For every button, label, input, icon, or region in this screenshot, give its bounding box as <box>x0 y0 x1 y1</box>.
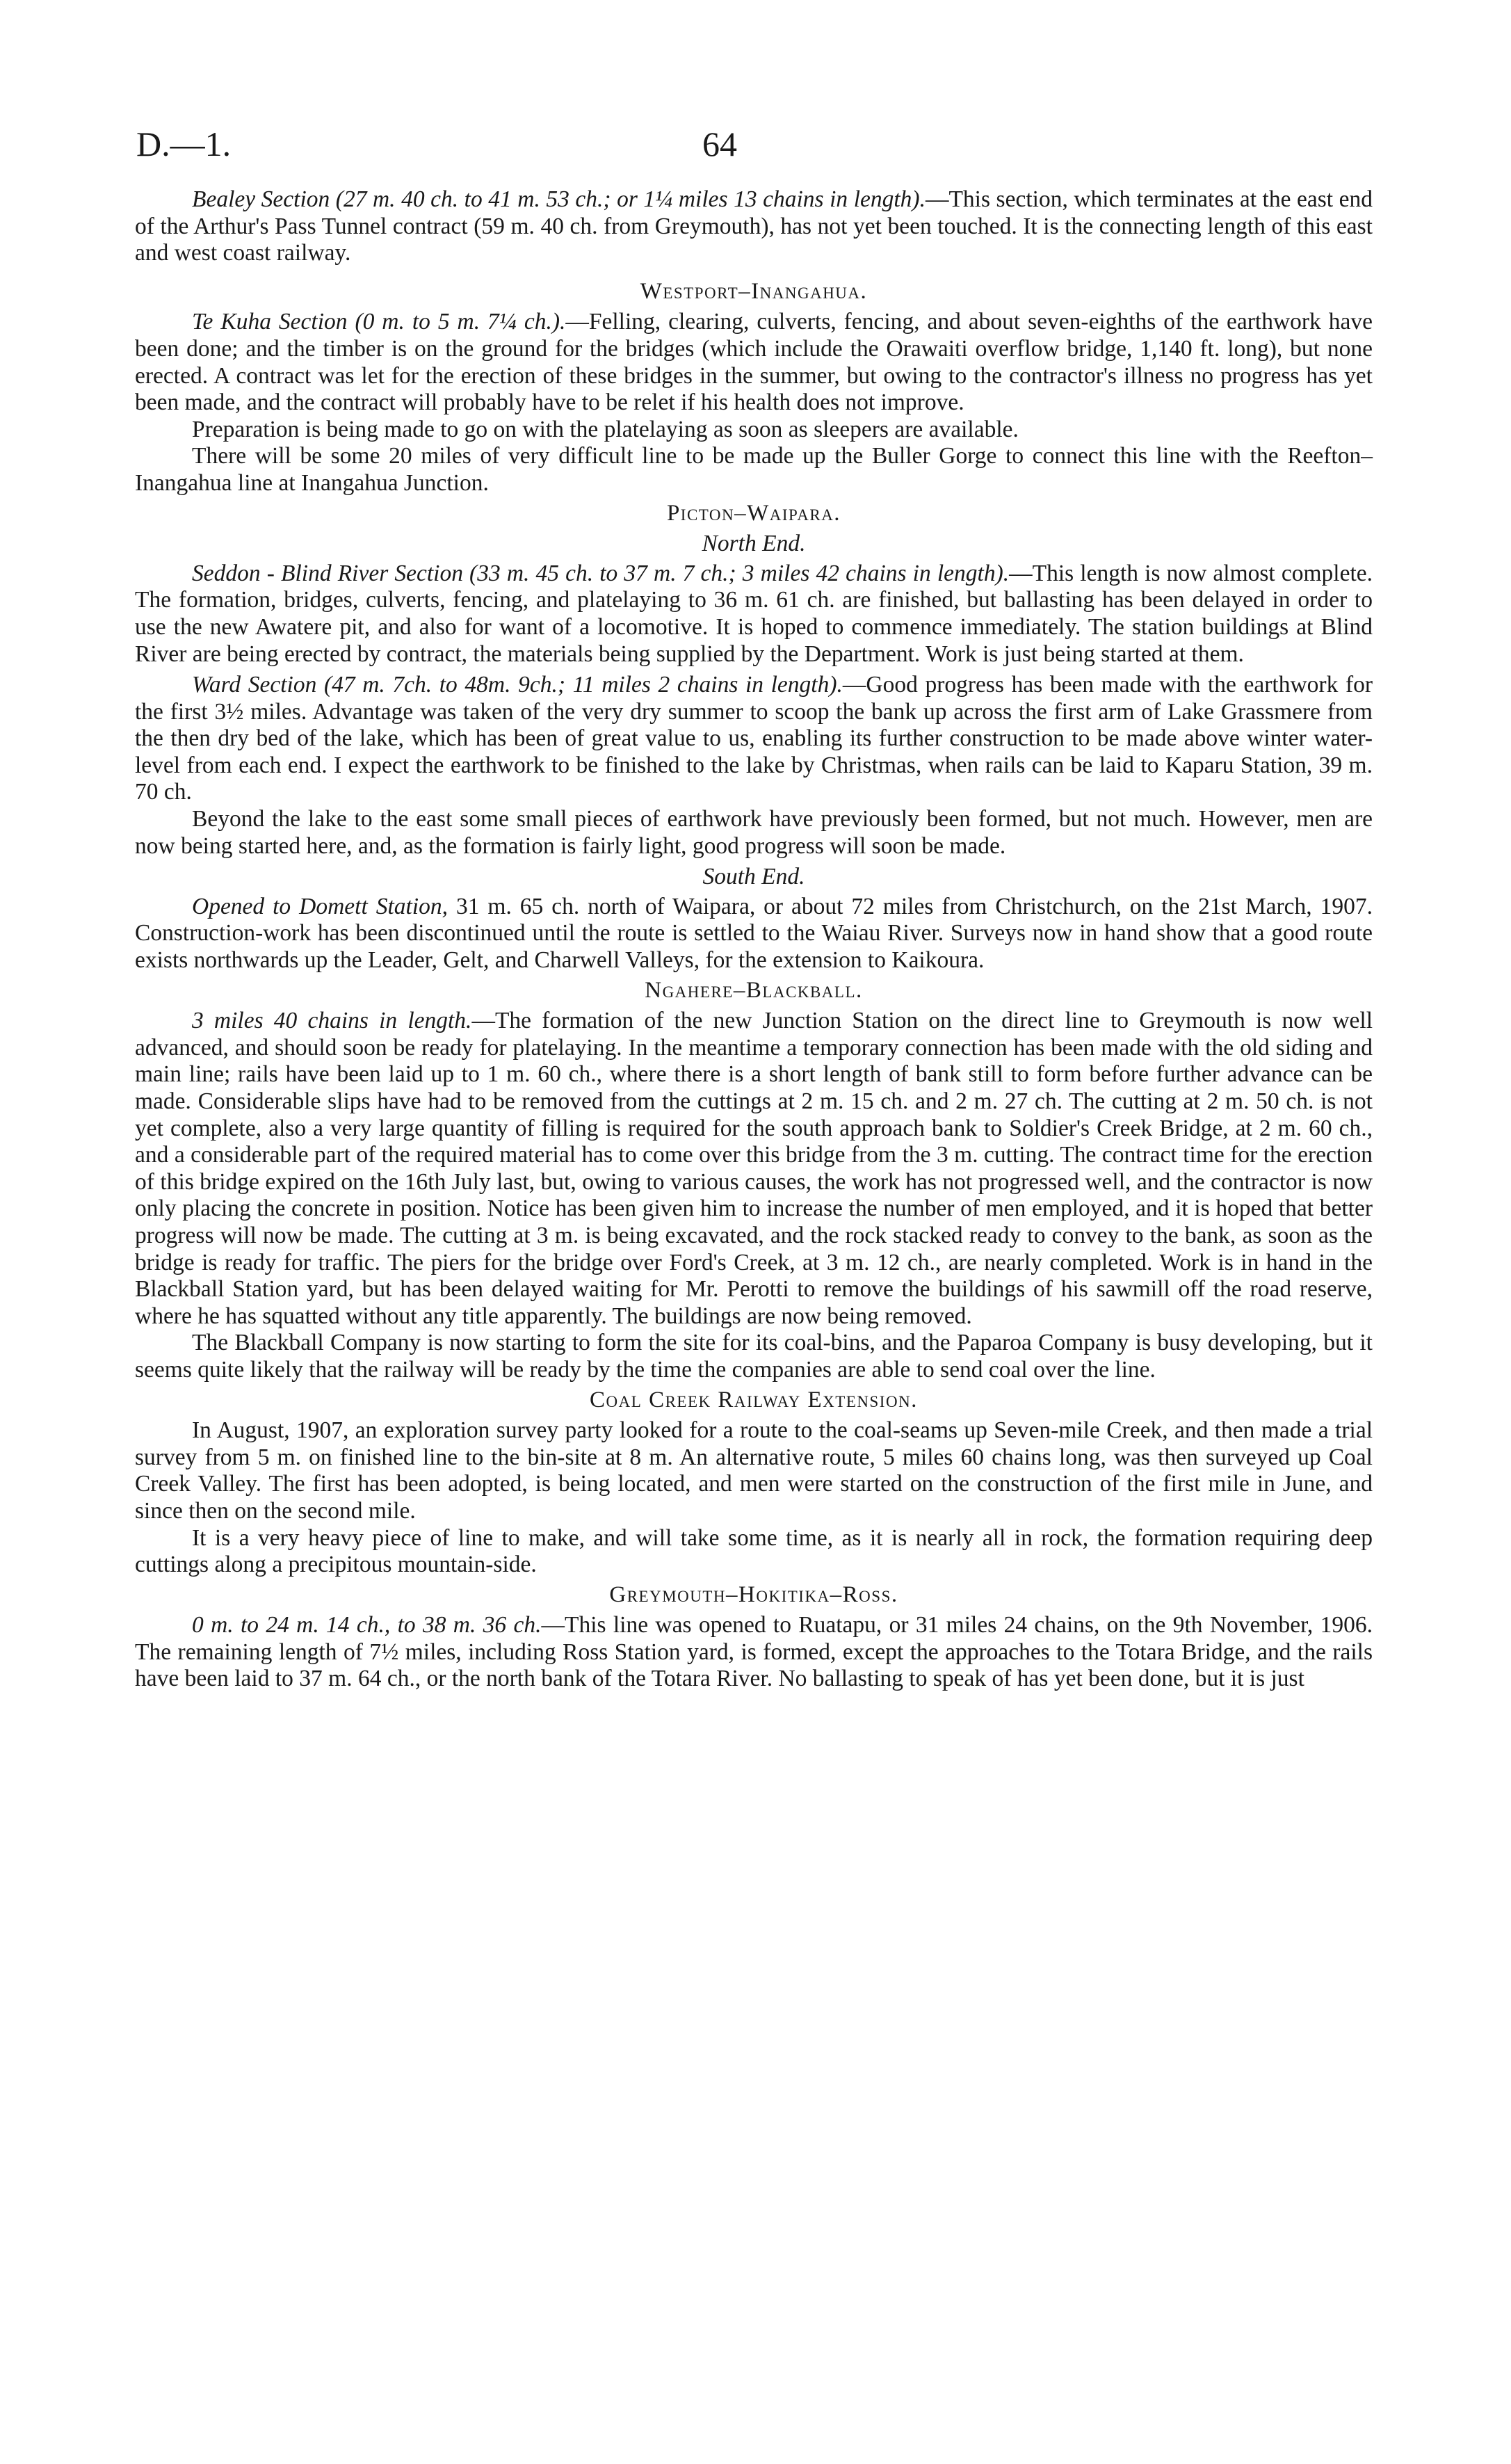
domett-paragraph <box>135 894 1373 974</box>
coal-creek-heading: Coal Creek Railway Extension. <box>590 1387 918 1412</box>
bealey-paragraph <box>135 186 1373 267</box>
te-kuha-lead: Te Kuha Section (0 m. to 5 m. 7¼ ch.). <box>192 309 566 335</box>
ward-paragraph <box>135 672 1373 806</box>
ngahere-heading: Ngahere–Blackball. <box>645 977 863 1003</box>
coal-creek-paragraph-1: In August, 1907, an exploration survey party looked for a route to the coal-seams up Seven-mile Creek, and then made a trial survey from 5 m. on finished line to the bin-site at 8 m. An alternative route, 5 miles 60 chains long, was then surveyed up Coal Creek Valley. The first has been adopted, is being located, and men were started on the construction of the first mile in June, and since then on the second mile. <box>135 1417 1373 1524</box>
page-body <box>135 186 1373 1693</box>
westport-heading: Westport–Inangahua. <box>640 278 868 304</box>
greymouth-text: —This line was opened to Ruatapu, or 31 miles 24 chains, on the 9th November, 1906. The remaining length of 7½ miles, including Ross Station yard, is formed, except the approaches to the Totara Bridge, and the rails have been laid to 37 m. 64 ch., or the north bank of the Totara River. No ballasting to speak of has yet been done, but it is just <box>135 1612 1373 1692</box>
greymouth-lead: 0 m. to 24 m. 14 ch., to 38 m. 36 ch. <box>192 1612 542 1638</box>
greymouth-paragraph <box>135 1612 1373 1693</box>
north-end-heading: North End. <box>702 531 806 557</box>
seddon-paragraph <box>135 561 1373 668</box>
te-kuha-paragraph <box>135 309 1373 416</box>
ward-text: —Good progress has been made with the earthwork for the first 3½ miles. Advantage was taken of the very dry summer to scoop the bank up across the first arm of Lake Grassmere from the then dry bed of the lake, which has been of great value to us, enabling its further construction to be made above winter water-level from each end. I expect the earthwork to be finished to the lake by Christmas, when rails can be laid to Kaparu Station, 39 m. 70 ch. <box>135 672 1373 805</box>
coal-creek-paragraph-2: It is a very heavy piece of line to make, and will take some time, as it is nearly all in rock, the formation requiring deep cuttings along a precipitous mountain-side. <box>135 1524 1373 1578</box>
domett-text: 31 m. 65 ch. north of Waipara, or about 72 miles from Christchurch, on the 21st March, 1907. Construction-work has been discontinued until the route is settled to the Waiau River. Surveys now in hand show that a good route exists northwards up the Leader, Gelt, and Charwell Valleys, for the extension to Kaikoura. <box>135 893 1373 974</box>
blackball-company-paragraph: The Blackball Company is now starting to form the site for its coal-bins, and the Paparoa Company is busy developing, but it seems quite likely that the railway will be ready by the time the companies are able to send coal over the line. <box>135 1330 1373 1383</box>
te-kuha-text: —Felling, clearing, culverts, fencing, and about seven-eighths of the earthwork have been done; and the timber is on the ground for the bridges (which include the Orawaiti overflow bridge, 1,140 ft. long), but none erected. A contract was let for the erection of these bridges in the summer, but owing to the contractor's illness no progress has yet been made, and the contract will probably have to be relet if his health does not improve. <box>135 309 1373 416</box>
westport-paragraph-2: Preparation is being made to go on with the platelaying as soon as sleepers are available. <box>192 416 1019 442</box>
ngahere-paragraph <box>135 1008 1373 1330</box>
page-header <box>0 124 1511 168</box>
picton-heading: Picton–Waipara. <box>666 500 841 526</box>
beyond-lake-paragraph: Beyond the lake to the east some small pieces of earthwork have previously been formed, but not much. However, men are now being started here, and, as the formation is fairly light, good progress will soon be made. <box>135 806 1373 859</box>
bealey-lead: Bealey Section (27 m. 40 ch. to 41 m. 53 ch.; or 1¼ miles 13 chains in length). <box>192 186 926 212</box>
document-id: D.—1. <box>136 124 232 163</box>
seddon-lead: Seddon - Blind River Section (33 m. 45 ch. to 37 m. 7 ch.; 3 miles 42 chains in length). <box>192 560 1010 586</box>
seddon-text: —This length is now almost complete. The formation, bridges, culverts, fencing, and platelaying to 36 m. 61 ch. are finished, but ballasting has been delayed in order to use the new Awatere pit, and also for want of a locomotive. It is hoped to commence immediately. The station buildings at Blind River are being erected by contract, the materials being supplied by the Department. Work is just being started at them. <box>135 560 1373 667</box>
greymouth-heading: Greymouth–Hokitika–Ross. <box>609 1581 898 1607</box>
ngahere-text: —The formation of the new Junction Station on the direct line to Greymouth is now well advanced, and should soon be ready for platelaying. In the meantime a temporary connection has been made with the old siding and main line; rails have been laid up to 1 m. 60 ch., where there is a short length of bank still to form before further advance can be made. Considerable slips have had to be removed from the cuttings at 2 m. 15 ch. and 2 m. 27 ch. The cutting at 2 m. 50 ch. is not yet complete, also a very large quantity of filling is required for the south approach bank to Soldier's Creek Bridge, at 2 m. 60 ch., and a considerable part of the required material has to come over this bridge from the 3 m. cutting. The contract time for the erection of this bridge expired on the 16th July last, but, owing to various causes, the work has not progressed well, and the contractor is now only placing the concrete in position. Notice has been given him to increase the number of men employed, and it is hoped that better progress will now be made. The cutting at 3 m. is being excavated, and the rock stacked ready to convey to the bank, as soon as the bridge is ready for traffic. The piers for the bridge over Ford's Creek, at 3 m. 12 ch., are nearly completed. Work is in hand in the Blackball Station yard, but has been delayed waiting for Mr. Perotti to remove the buildings of his sawmill off the road reserve, where he has squatted without any title apparently. The buildings are now being removed. <box>135 1008 1373 1329</box>
domett-lead: Opened to Domett Station, <box>192 893 448 919</box>
bealey-text: —This section, which terminates at the east end of the Arthur's Pass Tunnel contract (59 m. 40 ch. from Greymouth), has not yet been touched. It is the connecting length of this east and west coast railway. <box>135 186 1373 266</box>
south-end-heading: South End. <box>702 864 805 890</box>
ward-lead: Ward Section (47 m. 7ch. to 48m. 9ch.; 11 miles 2 chains in length). <box>192 672 843 698</box>
ngahere-lead: 3 miles 40 chains in length. <box>192 1008 472 1034</box>
westport-paragraph-3: There will be some 20 miles of very difficult line to be made up the Buller Gorge to connect this line with the Reefton–Inangahua line at Inangahua Junction. <box>135 443 1373 496</box>
page-number: 64 <box>702 124 737 163</box>
